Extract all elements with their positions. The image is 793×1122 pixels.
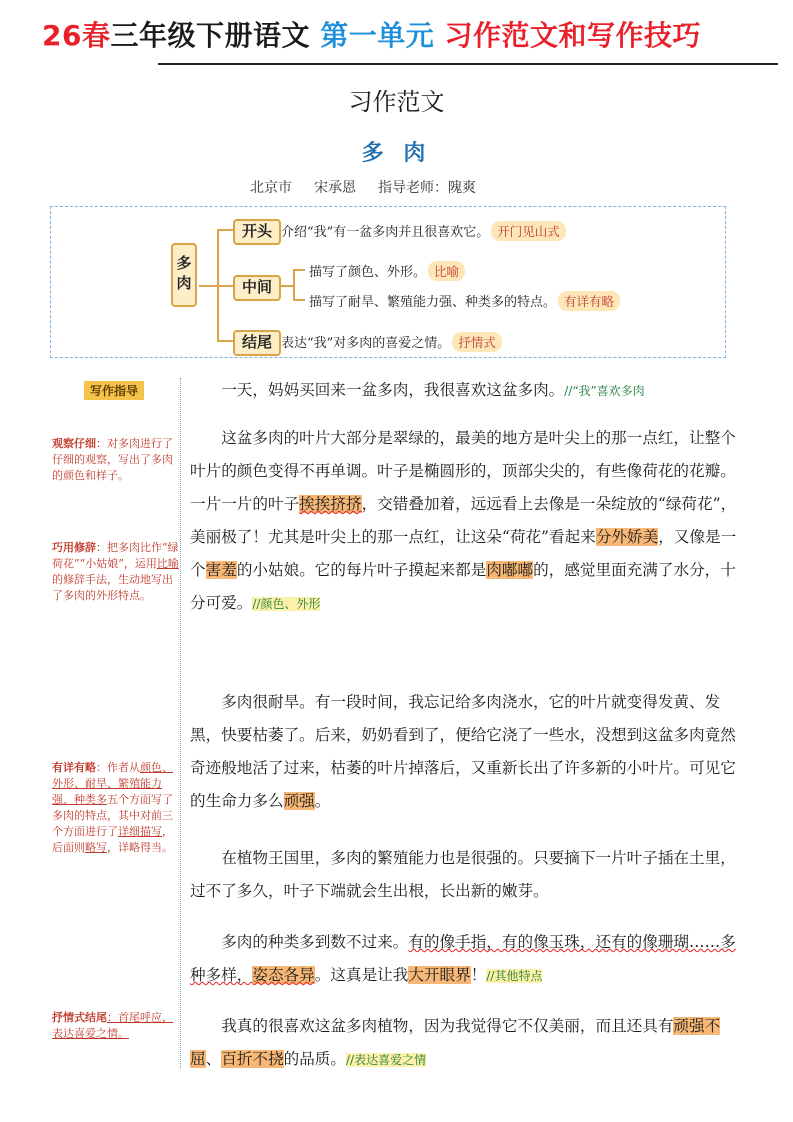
mindmap-root: 多肉 <box>171 243 197 307</box>
structure-mindmap <box>50 206 726 358</box>
teacher-name: 指导老师：隗爽 <box>378 180 476 196</box>
guide-note-observe: 观察仔细：对多肉进行了仔细的观察，写出了多肉的颜色和样子。 <box>52 437 173 482</box>
header-unit: 第一单元 <box>320 19 435 52</box>
mindmap-start-node: 开头 <box>233 219 281 245</box>
mindmap-middle-node: 中间 <box>233 275 281 301</box>
mindmap-end-text: 表达“我”对多肉的喜爱之情。 抒情式 <box>281 332 504 352</box>
header-topic: 习作范文和写作技巧 <box>444 19 702 52</box>
mindmap-end-node: 结尾 <box>233 330 281 356</box>
essay-paragraph-2: 这盆多肉的叶片大部分是翠绿的，最美的地方是叶尖上的那一点红，让整个叶片的颜色变得不再单调。叶子是椭圆形的，顶部尖尖的，有些像荷花的花瓣。一片一片的叶子挨挨挤挤，交错叠加着，远远看上去像是一朵绽放的“绿荷花”，美丽极了！尤其是叶尖上的那一点红，让这朵“荷花”看起来分外娇美，又像是一个害羞的小姑娘。它的每片叶子摸起来都是肉嘟嘟的，感觉里面充满了水分，十分可爱。//颜色、外形 <box>190 429 737 612</box>
page-header <box>42 14 701 54</box>
header-year: 26春 <box>42 19 111 52</box>
essay-paragraph-4: 在植物王国里，多肉的繁殖能力也是很强的。只要摘下一片叶子插在土里，过不了多久，叶子下端就会生出根，长出新的嫩芽。 <box>190 849 736 900</box>
guide-note-ending: 抒情式结尾：首尾呼应，表达喜爱之情。 <box>52 1011 173 1040</box>
essay-title: 多 肉 <box>361 140 432 166</box>
guide-heading: 写作指导 <box>84 381 144 400</box>
mindmap-start-text: 介绍“我”有一盆多肉并且很喜欢它。 开门见山式 <box>281 221 568 241</box>
guide-note-rhetoric: 巧用修辞：把多肉比作“绿荷花”“小姑娘”，运用比喻的修辞手法，生动地写出了多肉的外形特点。 <box>52 541 179 602</box>
author-place: 北京市 <box>250 180 292 196</box>
mindmap-middle-text-2: 描写了耐旱、繁殖能力强、种类多的特点。 有详有略 <box>309 291 622 311</box>
author-line <box>250 177 498 197</box>
header-divider <box>158 63 778 65</box>
mindmap-middle-text-1: 描写了颜色、外形。 比喻 <box>309 261 467 281</box>
essay-paragraph-1: 一天，妈妈买回来一盆多肉，我很喜欢这盆多肉。//“我”喜欢多肉 <box>221 381 645 399</box>
essay-paragraph-5: 多肉的种类多到数不过来。有的像手指，有的像玉珠，还有的像珊瑚……多种多样，姿态各异。这真是让我大开眼界！//其他特点 <box>190 933 736 984</box>
header-grade: 三年级下册语文 <box>110 19 310 52</box>
section-title: 习作范文 <box>348 88 445 116</box>
guide-note-detail: 有详有略：作者从颜色、外形、耐旱、繁殖能力强、种类多五个方面写了多肉的特点，其中对前三个方面进行了详细描写，后面则略写，详略得当。 <box>52 761 173 854</box>
essay-paragraph-6: 我真的很喜欢这盆多肉植物，因为我觉得它不仅美丽，而且还具有顽强不屈、百折不挠的品质。//表达喜爱之情 <box>190 1017 721 1068</box>
guide-divider <box>180 378 181 1068</box>
essay-paragraph-3: 多肉很耐旱。有一段时间，我忘记给多肉浇水，它的叶片就变得发黄、发黑，快要枯萎了。后来，奶奶看到了，便给它浇了一些水，没想到这盆多肉竟然奇迹般地活了过来，枯萎的叶片掉落后，又重新长出了许多新的小叶片。可见它的生命力多么顽强。 <box>190 693 736 810</box>
author-name: 宋承恩 <box>314 180 356 196</box>
